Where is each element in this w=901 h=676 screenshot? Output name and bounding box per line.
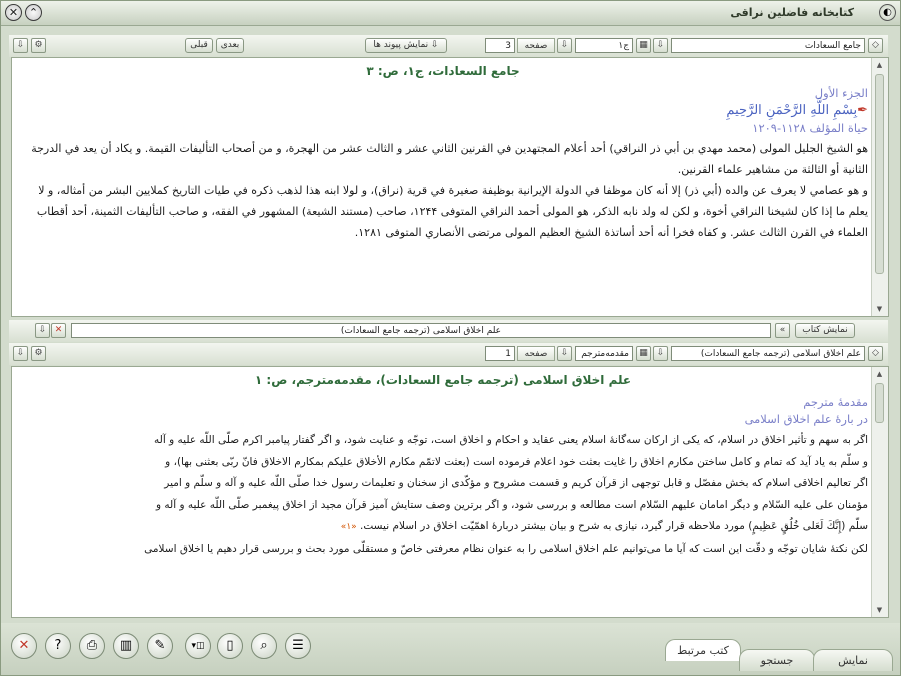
grid-icon[interactable]: ▦: [636, 38, 651, 53]
help-icon[interactable]: ?: [45, 633, 71, 659]
tag-icon[interactable]: ◇: [868, 346, 883, 361]
scroll-thumb[interactable]: [875, 74, 884, 274]
basmala-text: بِسْمِ اللَّهِ الرَّحْمَنِ الرَّحِيمِ: [726, 103, 858, 118]
related-book-field[interactable]: علم اخلاق اسلامى (ترجمه جامع السعادات): [71, 323, 771, 338]
bottom-content: [18, 367, 868, 617]
bottom-toolbar: [9, 343, 888, 365]
print-icon[interactable]: ⎙: [79, 633, 105, 659]
scroll-up-icon[interactable]: ▲: [876, 61, 883, 69]
section-field[interactable]: مقدمه‌مترجم: [575, 346, 633, 361]
download-icon[interactable]: ⇩: [13, 38, 28, 53]
bottom-book-field[interactable]: علم اخلاق اسلامى (ترجمه جامع السعادات): [671, 346, 865, 361]
bottom-line: اگر تعاليم اخلاقى اسلام كه بخش مفصّل و قابل توجهى از قرآن كريم و قسمت مشروح و مؤكّدى از سخنان و تعليمات رسول خدا صلّى اللّه عليه و آله و سلّم و امير: [164, 477, 868, 489]
exit-icon[interactable]: ✕: [11, 633, 37, 659]
bottom-bar: [1, 623, 900, 675]
scroll-down-icon[interactable]: ▼: [876, 305, 883, 313]
top-scrollbar[interactable]: [871, 58, 888, 316]
title-bar: [1, 1, 900, 26]
tag-icon[interactable]: ◇: [868, 38, 883, 53]
close-icon[interactable]: ✕: [5, 4, 22, 21]
download-icon[interactable]: ⇩: [35, 323, 50, 338]
search-icon[interactable]: ⌕: [251, 633, 277, 659]
top-page-heading: جامع السعادات، ج۱، ص: ۳: [366, 64, 520, 78]
scroll-up-icon[interactable]: ▲: [876, 370, 883, 378]
bookshelf-icon[interactable]: ☰: [285, 633, 311, 659]
top-toolbar: [9, 35, 888, 57]
scroll-thumb[interactable]: [875, 383, 884, 423]
scroll-down-icon[interactable]: ▼: [876, 606, 883, 614]
bottom-line: اگر به سهم و تأثير اخلاق در اسلام، كه يكى از اركان سه‌گانهٔ اسلام يعنى عقايد و احكام و اخلاق است، توجّه و عنايت شود، و اگر گفتار پيامبر اكرم صلّى اللّه عليه و آله: [154, 434, 868, 446]
section-title: مقدمهٔ مترجم: [803, 395, 868, 409]
settings-icon[interactable]: ⚙: [31, 346, 46, 361]
page-dropdown-icon[interactable]: ⇩: [557, 38, 572, 53]
next-button[interactable]: بعدی: [216, 38, 244, 53]
tab-related-books[interactable]: كتب مرتبط: [665, 639, 741, 661]
part-title: الجزء الأول: [814, 86, 868, 100]
book-dropdown-icon[interactable]: ⇩: [653, 38, 668, 53]
library-icon[interactable]: ▥: [113, 633, 139, 659]
volume-field[interactable]: ج۱: [575, 38, 633, 53]
show-links-label: نمایش پیوند ها: [373, 40, 429, 50]
double-chevron-icon[interactable]: «: [775, 323, 790, 338]
close-related-icon[interactable]: ✕: [51, 323, 66, 338]
tab-search[interactable]: جستجو: [739, 649, 815, 671]
download-icon[interactable]: ⇩: [13, 346, 28, 361]
subsection-title: در بارهٔ علم اخلاق اسلامى: [744, 412, 868, 426]
bottom-page-label: صفحه: [517, 346, 555, 361]
top-content: [18, 58, 868, 316]
window-title: کتابخانه فاضلین نراقی: [730, 6, 854, 19]
bottom-text-pane: [11, 366, 889, 618]
bookmark-dropdown-icon[interactable]: ▾◫: [185, 633, 211, 659]
collapse-icon[interactable]: ⌃: [25, 4, 42, 21]
page-dropdown-icon[interactable]: ⇩: [557, 346, 572, 361]
app-icon[interactable]: ◐: [879, 4, 896, 21]
bottom-line: و سلّم به ياد آيد كه تمام و كامل ساختن مكارم اخلاق را غايت بعثت خود اعلام فرموده است (بعثت لاتمّم مكارم الأخلاق عليكم بمكارم الاخلاق فانّ ربّى بعثنى بها)، و: [165, 455, 868, 468]
bottom-page-heading: علم اخلاق اسلامى (ترجمه جامع السعادات)، مقدمه‌مترجم، ص: ۱: [254, 373, 632, 387]
bottom-line-text: سلّم (إِنَّكَ لَعَلى‌ خُلُقٍ عَظِيمٍ) مورد ملاحظه قرار گيرد، نيازى به شرح و بيان بيشتر دربارهٔ اهمّيّت اخلاق در اسلام نيست.: [360, 520, 868, 532]
show-book-button[interactable]: نمایش کتاب: [795, 323, 855, 338]
footnote-marker[interactable]: «۱»: [340, 522, 357, 532]
show-links-button[interactable]: نمایش پیوند ها ⇩: [365, 38, 447, 53]
prev-button[interactable]: قبلی: [185, 38, 213, 53]
top-text-pane: [11, 57, 889, 317]
grid-icon[interactable]: ▦: [636, 346, 651, 361]
bottom-scrollbar[interactable]: [871, 367, 888, 617]
edit-note-icon[interactable]: ✎: [147, 633, 173, 659]
page-icon[interactable]: ▯: [217, 633, 243, 659]
bottom-line: [18, 516, 868, 539]
page-label: صفحه: [517, 38, 555, 53]
top-paragraph: هو الشيخ الجليل المولى (محمد مهدي بن أبي ذر النراقي) أحد أعلام المجتهدين في القرنين الثاني عشر و الثالث عشر من الهجرة، و من أصحاب التأليفات القيمة. و يكاد أن يعد في الدرجة الثانية أو الثالثة من مشاهير علماء القرنين.: [31, 142, 868, 176]
settings-icon[interactable]: ⚙: [31, 38, 46, 53]
quill-icon: ✒: [857, 103, 868, 118]
author-life: حياة المؤلف ۱۱۲۸-۱۲۰۹: [752, 121, 868, 135]
page-number-field[interactable]: 3: [485, 38, 515, 53]
tab-show[interactable]: نمایش: [813, 649, 893, 671]
related-book-bar: [9, 320, 888, 342]
top-paragraph: و هو عصامي لا يعرف عن والده (أبي ذر) إلا أنه كان موظفا في الدولة الإيرانية بوظيفة صغيرة في قرية (نراق)، و لولا ابنه هذا لذهب ذكره في طيات التاريخ كملايين البشر من أمثاله، و لا يعلم ما إذا كان لشيخنا النراقي أخوة، و لكن له ولد نابه الذكر، هو المولى أحمد النراقي المتوفى ۱۲۴۴، صاحب (مستند الشيعة) المشهور في الفقه، و صاحب التأليفات الثمينة، أحد أقطاب العلماء في القرن الثالث عشر. و كفاه فخرا أنه أحد أساتذة الشيخ العظيم المولى مرتضى الأنصاري المتوفى ۱۲۸۱.: [36, 184, 868, 239]
bottom-line: لكن نكتهٔ شايان توجّه و دقّت اين است كه آيا ما مى‌توانيم علم اخلاق اسلامى را به عنوان نظام معرفتى خاصّ و مستقلّى مورد بحث و بررسى قرار دهيم يا اخلاق اسلامى: [144, 542, 868, 555]
book-dropdown-icon[interactable]: ⇩: [653, 346, 668, 361]
bottom-page-number-field[interactable]: 1: [485, 346, 515, 361]
book-field[interactable]: جامع السعادات: [671, 38, 865, 53]
basmala: [18, 103, 868, 118]
bottom-line: مؤمنان على عليه السّلام و ديگر امامان عليهم السّلام است مطالعه و بررسى شود، و اگر برترين وصف ستايش آميز قرآن مجيد از اخلاق پيغمبر صلّى اللّه عليه و آله و: [155, 498, 868, 511]
